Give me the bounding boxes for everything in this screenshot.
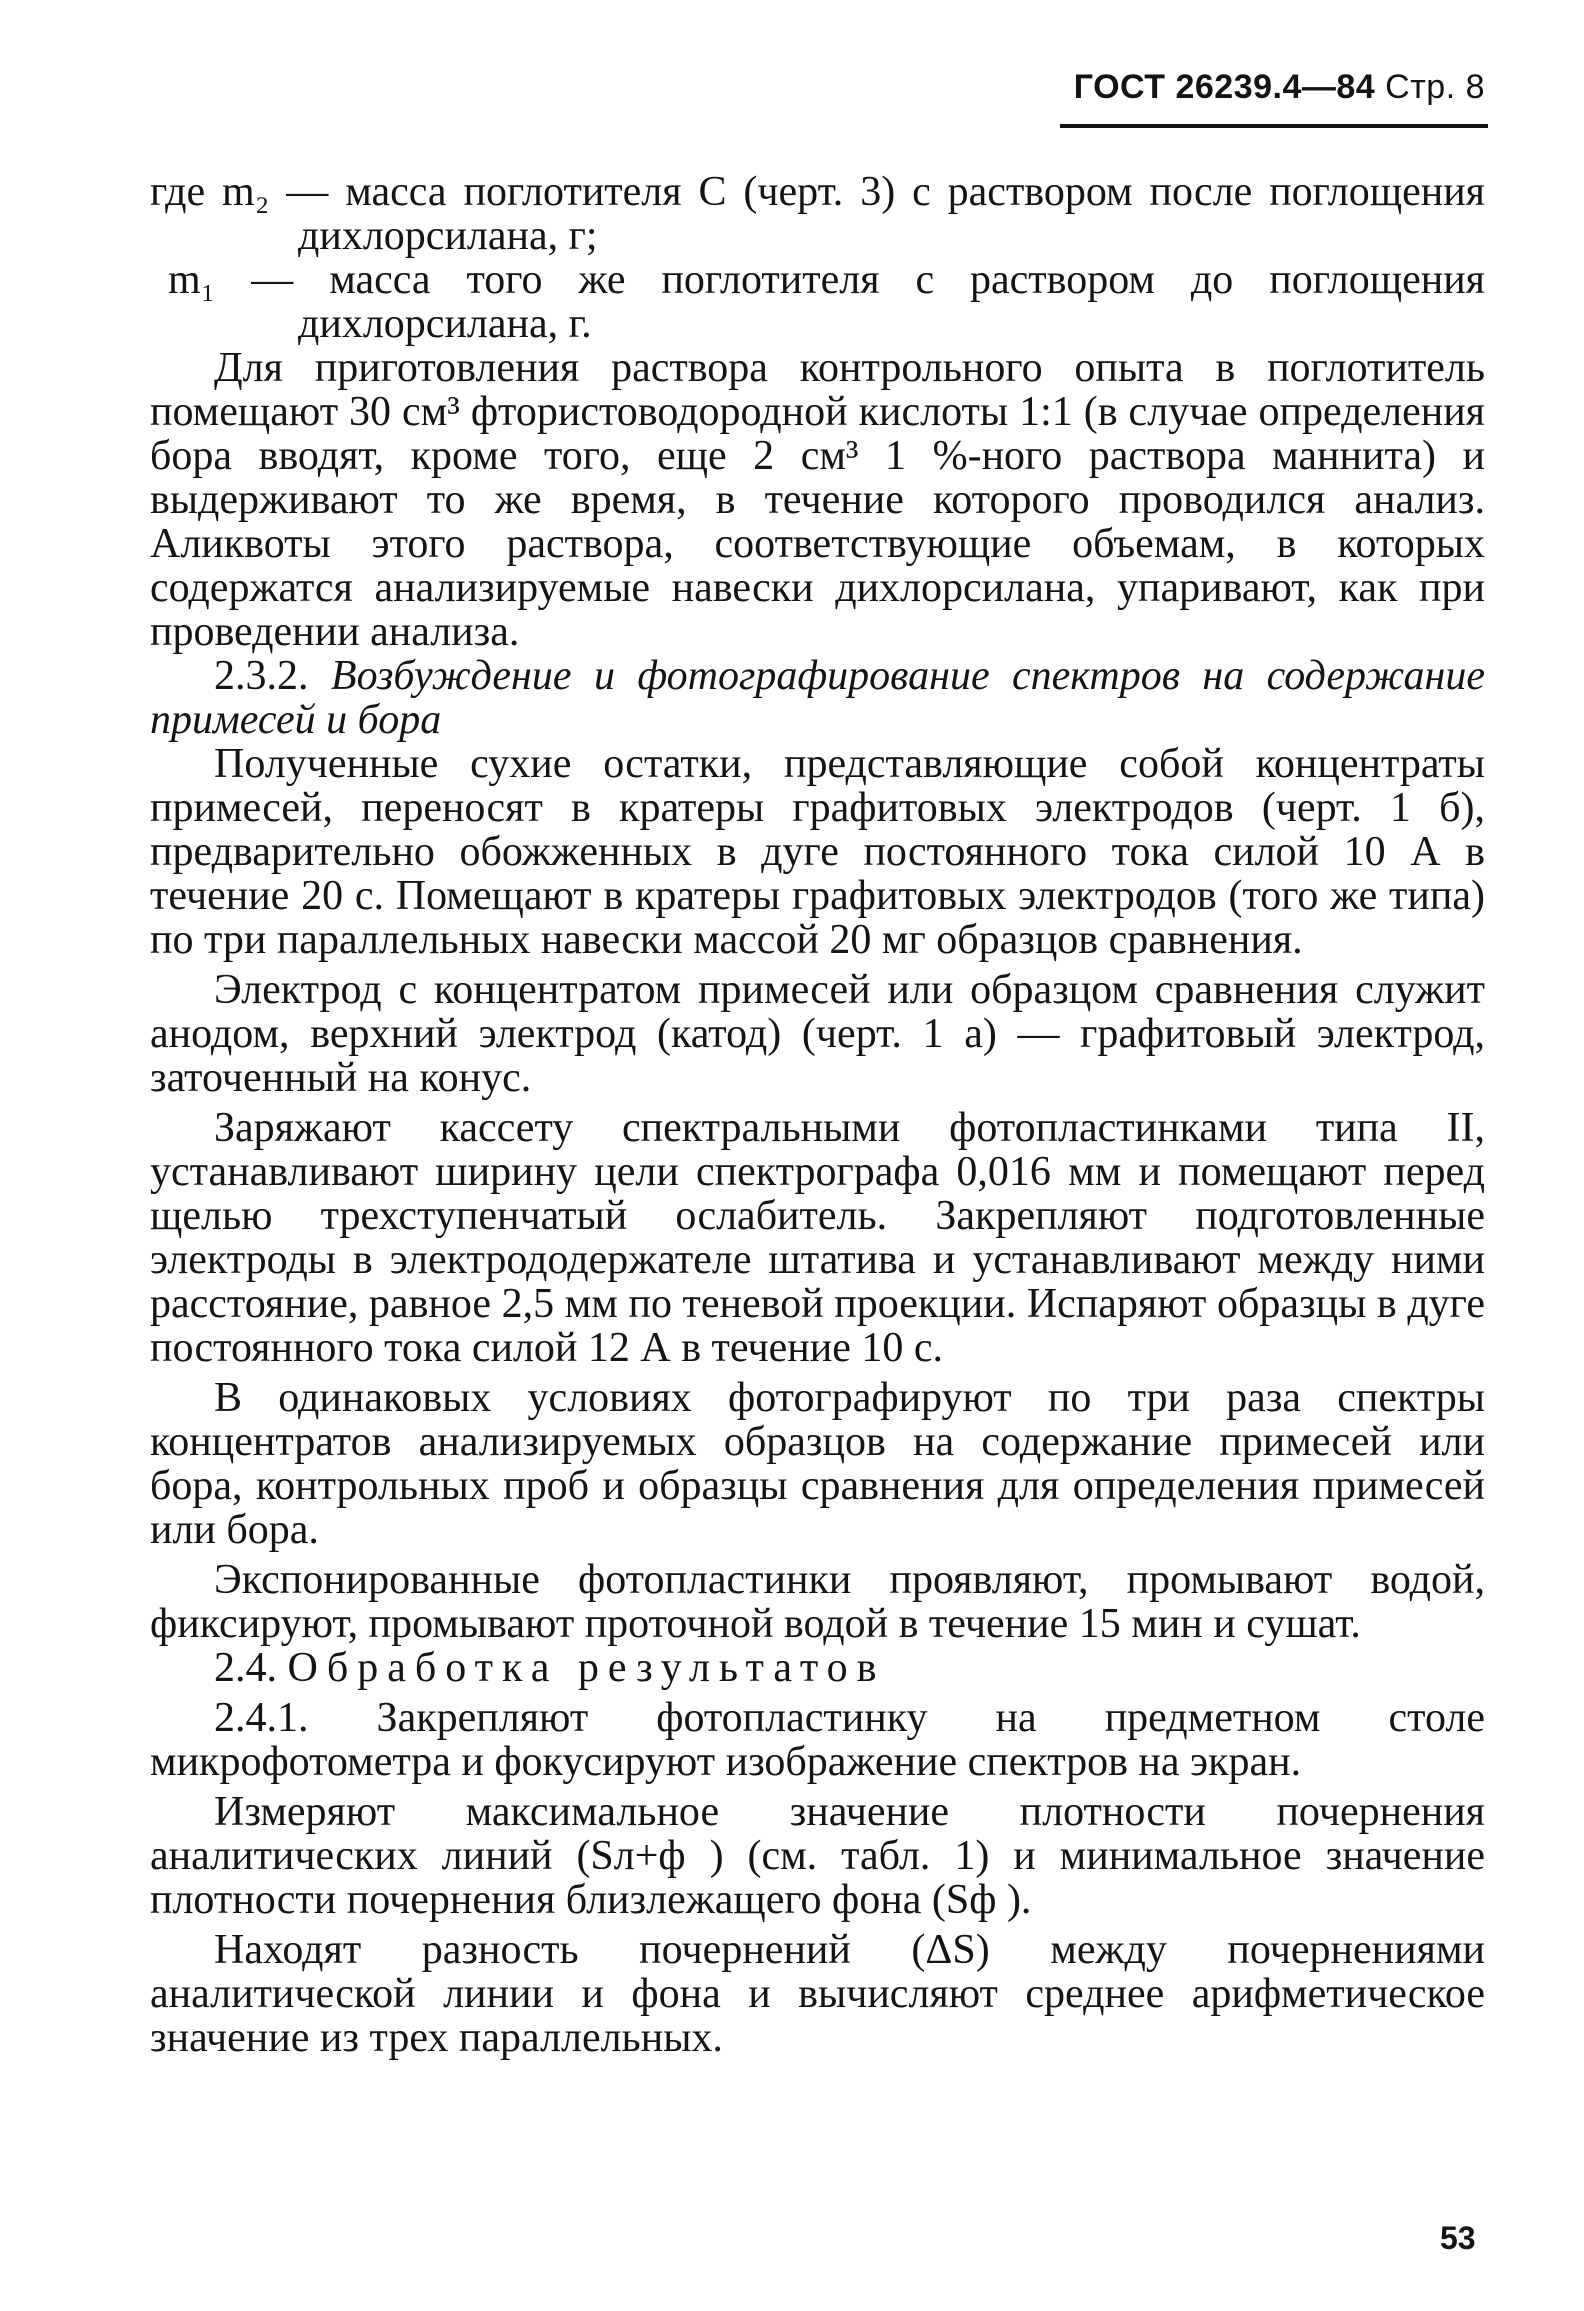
paragraph-measure: Измеряют максимальное значение плотности почернения аналитических линий (Sл+ф ) (см. табл. 1) и минимальное значение плотности почернения близлежащего фона (Sф ). [150, 1789, 1485, 1923]
standard-number: ГОСТ 26239.4—84 [1073, 68, 1376, 106]
paragraph-difference: Находят разность почернений (ΔS) между почернениями аналитической линии и фона и вычисляют среднее арифметическое значение из трех параллельных. [150, 1927, 1485, 2061]
section-2-4-title: Обработка результатов [287, 1645, 886, 1691]
section-heading-2-4 [150, 1646, 1485, 1690]
header-rule [1060, 124, 1488, 128]
page-number: 53 [1440, 2220, 1476, 2256]
definition-m1-text: масса того же поглотителя с раствором до поглощения дихлорсилана, г. [298, 257, 1486, 347]
definition-m1-prefix: m₁ — [168, 257, 294, 303]
page-label: Стр. 8 [1385, 68, 1485, 106]
paragraph-exposed-plates: Экспонированные фотопластинки проявляют, промывают водой, фиксируют, промывают проточной водой в течение 15 мин и сушат. [150, 1557, 1485, 1647]
paragraph-2-4-1: 2.4.1. Закрепляют фотопластинку на предметном столе микрофотометра и фокусируют изображение спектров на экран. [150, 1695, 1485, 1785]
section-heading-2-3-2 [150, 654, 1485, 742]
paragraph-dry-residues: Полученные сухие остатки, представляющие собой концентраты примесей, переносят в кратеры графитовых электродов (черт. 1 б), предварительно обожженных в дуге постоянного тока силой 10 А в течение 20 с. Помещают в кратеры графитовых электродов (того же типа) по три параллельных навески массой 20 мг образцов сравнения. [150, 741, 1485, 963]
page-body [150, 170, 1485, 2060]
paragraph-photograph: В одинаковых условиях фотографируют по три раза спектры концентратов анализируемых образцов на содержание примесей или бора, контрольных проб и образцы сравнения для определения примесей или бора. [150, 1375, 1485, 1553]
definition-m2-prefix: где m₂ — [150, 169, 329, 215]
section-2-3-2-title: Возбуждение и фотографирование спектров на содержание примесей и бора [150, 653, 1485, 743]
paragraph-electrode: Электрод с концентратом примесей или образцом сравнения служит анодом, верхний электрод (катод) (черт. 1 а) — графитовый электрод, заточенный на конус. [150, 967, 1485, 1101]
definition-m2-text: масса поглотителя С (черт. 3) с раствором после поглощения дихлорсилана, г; [298, 169, 1485, 259]
section-2-4-number: 2.4. [214, 1645, 277, 1691]
definition-m1 [150, 258, 1485, 346]
paragraph-control-solution: Для приготовления раствора контрольного опыта в поглотитель помещают 30 см³ фтористоводородной кислоты 1:1 (в случае определения бора вводят, кроме того, еще 2 см³ 1 %-ного раствора маннита) и выдерживают то же время, в течение которого проводился анализ. Аликвоты этого раствора, соответствующие объемам, в которых содержатся анализируемые навески дихлорсилана, упаривают, как при проведении анализа. [150, 345, 1485, 655]
definition-m2 [150, 170, 1485, 258]
paragraph-cassette: Заряжают кассету спектральными фотопластинками типа II, устанавливают ширину цели спектрографа 0,016 мм и помещают перед щелью трехступенчатый ослабитель. Закрепляют подготовленные электроды в электрододержателе штатива и устанавливают между ними расстояние, равное 2,5 мм по теневой проекции. Испаряют образцы в дуге постоянного тока силой 12 А в течение 10 с. [150, 1105, 1485, 1371]
section-2-3-2-number: 2.3.2. [214, 653, 309, 699]
page-header [1060, 68, 1485, 107]
